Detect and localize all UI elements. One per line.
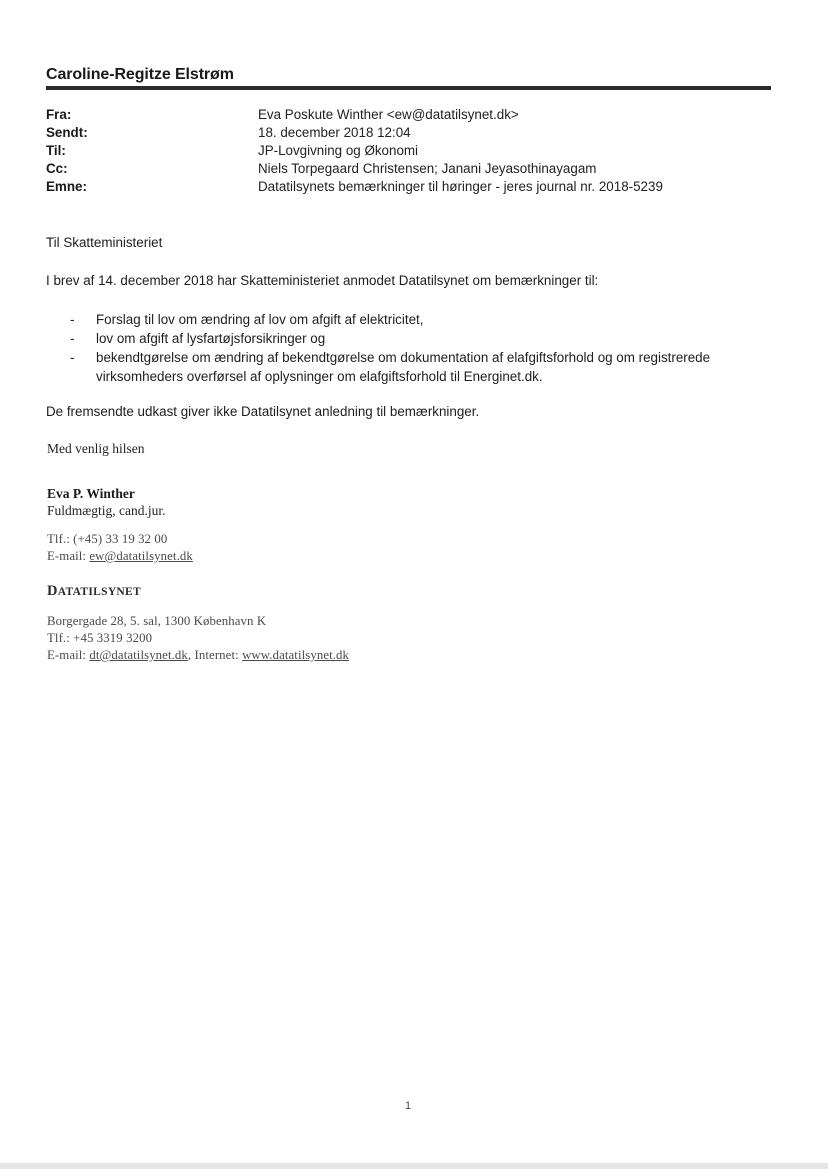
closing-line: Med venlig hilsen	[47, 441, 145, 456]
subject-label: Emne:	[46, 179, 87, 194]
sent-value: 18. december 2018 12:04	[258, 125, 411, 140]
to-label: Til:	[46, 143, 66, 158]
cc-value: Niels Torpegaard Christensen; Janani Jeyasothinayagam	[258, 161, 597, 176]
bullet-text: bekendtgørelse om ændring af bekendtgørelse om dokumentation af elafgiftsforhold og om registrerede virksomheders overførsel af oplysninger om elafgiftsforhold til Energinet.dk.	[96, 350, 711, 384]
to-row	[46, 142, 786, 160]
organization-website-link[interactable]: www.datatilsynet.dk	[242, 648, 350, 662]
bullet-text: lov om afgift af lysfartøjsforsikringer og	[96, 331, 326, 346]
sent-label: Sendt:	[46, 125, 88, 140]
from-value: Eva Poskute Winther <ew@datatilsynet.dk>	[258, 107, 519, 122]
signer-title: Fuldmægtig, cand.jur.	[47, 503, 166, 518]
bullet-dash: -	[70, 350, 75, 365]
to-value: JP-Lovgivning og Økonomi	[258, 143, 419, 158]
list-item	[46, 348, 786, 386]
bullet-dash: -	[70, 331, 75, 346]
organization-rest: ATATILSYNET	[57, 586, 141, 598]
signer-email-line	[47, 549, 193, 564]
intro-paragraph: I brev af 14. december 2018 har Skatteministeriet anmodet Datatilsynet om bemærkninger til:	[46, 273, 599, 288]
scan-edge	[0, 1163, 828, 1169]
from-row	[46, 106, 786, 124]
organization-name	[47, 583, 141, 600]
signer-email-link[interactable]: ew@datatilsynet.dk	[89, 549, 193, 563]
cc-row	[46, 160, 786, 178]
signer-email-label: E-mail:	[47, 549, 90, 563]
list-item	[46, 310, 786, 329]
signer-phone: Tlf.: (+45) 33 19 32 00	[47, 532, 168, 546]
organization-initial: D	[47, 583, 58, 599]
bullet-text: Forslag til lov om ændring af lov om afgift af elektricitet,	[96, 312, 424, 327]
page-number: 1	[404, 1100, 412, 1112]
sent-row	[46, 124, 786, 142]
header-divider	[46, 86, 771, 90]
bullet-dash: -	[70, 312, 75, 327]
mailbox-owner-name: Caroline-Regitze Elstrøm	[46, 66, 234, 83]
from-label: Fra:	[46, 107, 72, 122]
subject-value: Datatilsynets bemærkninger til høringer - jeres journal nr. 2018-5239	[258, 179, 663, 194]
organization-email-label: E-mail:	[47, 648, 90, 662]
signer-name: Eva P. Winther	[47, 486, 135, 501]
conclusion-paragraph: De fremsendte udkast giver ikke Datatilsynet anledning til bemærkninger.	[46, 404, 480, 419]
organization-email-link[interactable]: dt@datatilsynet.dk	[89, 648, 188, 662]
email-header-fields	[46, 106, 786, 196]
organization-contact-line	[47, 648, 349, 663]
subject-row	[46, 178, 786, 196]
internet-label: , Internet:	[187, 648, 243, 662]
salutation: Til Skatteministeriet	[46, 235, 163, 250]
bullet-list	[46, 310, 786, 386]
organization-phone: Tlf.: +45 3319 3200	[47, 631, 153, 645]
list-item	[46, 329, 786, 348]
organization-address: Borgergade 28, 5. sal, 1300 København K	[47, 614, 267, 628]
cc-label: Cc:	[46, 161, 68, 176]
